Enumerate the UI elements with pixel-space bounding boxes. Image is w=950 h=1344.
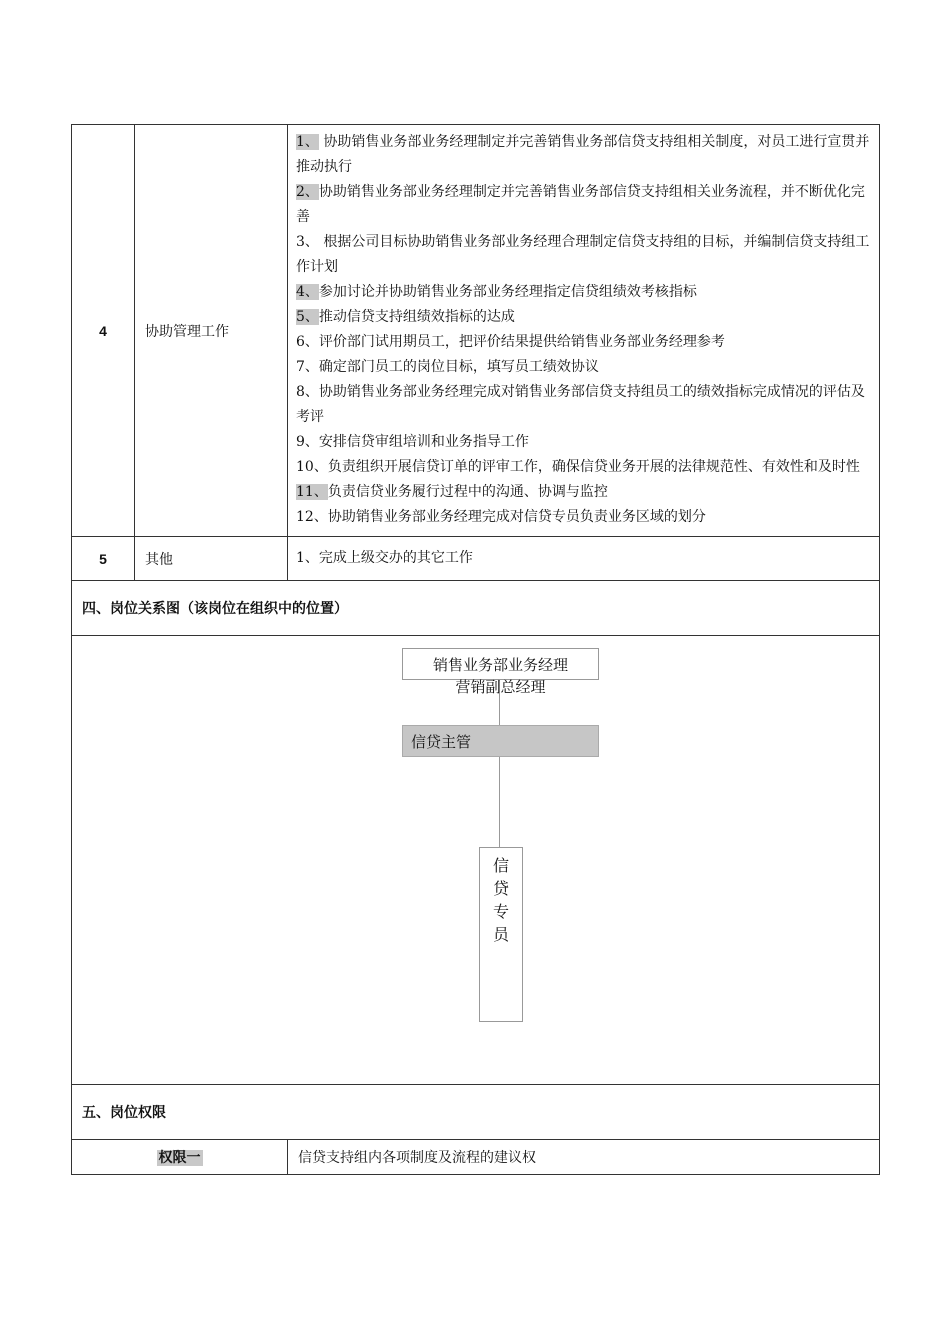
duty-item xyxy=(296,480,871,505)
vertical-char: 员 xyxy=(492,925,509,944)
duty-item xyxy=(296,330,871,355)
connector-line-bottom xyxy=(499,756,500,847)
org-box-specialist xyxy=(479,847,523,1022)
duty-item xyxy=(296,130,871,180)
duty-marker: 2、 xyxy=(296,184,319,200)
duty-item xyxy=(296,505,871,530)
permission-label: 权限一 xyxy=(158,1150,201,1166)
duty-text: 安排信贷审组培训和业务指导工作 xyxy=(318,434,529,450)
duty-list xyxy=(288,537,880,581)
duty-marker: 3、 xyxy=(296,234,319,250)
duty-text: 评价部门试用期员工，把评价结果提供给销售业务部业务经理参考 xyxy=(318,334,725,350)
duty-marker: 5、 xyxy=(296,309,319,325)
duty-category: 其他 xyxy=(135,537,288,581)
org-box-supervisor-label: 信贷主管 xyxy=(411,733,472,751)
section-title-authority: 五、岗位权限 xyxy=(72,1085,880,1140)
duty-text: 完成上级交办的其它工作 xyxy=(318,549,473,566)
duties-table xyxy=(71,124,880,1175)
duty-marker: 6、 xyxy=(296,334,319,350)
org-chart xyxy=(72,636,878,1084)
duty-marker: 1、 xyxy=(296,134,319,150)
duty-text: 协助销售业务部业务经理制定并完善销售业务部信贷支持组相关制度，对员工进行宣贯并推动执行 xyxy=(296,134,870,175)
duty-item xyxy=(296,355,871,380)
vertical-char: 专 xyxy=(492,902,509,921)
duty-marker: 11、 xyxy=(296,484,328,500)
org-box-manager-label: 销售业务部业务经理 xyxy=(432,656,568,674)
org-box-specialist-label xyxy=(480,854,522,946)
org-chart-row xyxy=(72,636,880,1085)
duty-text: 根据公司目标协助销售业务部业务经理合理制定信贷支持组的目标，并编制信贷支持组工作计划 xyxy=(296,234,870,275)
section-title-relationship: 四、岗位关系图（该岗位在组织中的位置） xyxy=(72,581,880,636)
duty-marker: 12、 xyxy=(296,509,328,525)
section5-header-row xyxy=(72,1085,880,1140)
duty-text: 确定部门员工的岗位目标，填写员工绩效协议 xyxy=(318,359,599,375)
duty-marker: 10、 xyxy=(296,459,328,475)
section4-header-row xyxy=(72,581,880,636)
row-number: 5 xyxy=(72,537,135,581)
duty-marker: 1、 xyxy=(296,549,319,566)
duty-item xyxy=(296,280,871,305)
duty-marker: 4、 xyxy=(296,284,319,300)
duty-marker: 7、 xyxy=(296,359,319,375)
duty-item xyxy=(296,455,871,480)
duty-row-5 xyxy=(72,537,880,581)
duty-item xyxy=(296,430,871,455)
duty-marker: 8、 xyxy=(296,384,319,400)
duty-text: 协助销售业务部业务经理完成对销售业务部信贷支持组员工的绩效指标完成情况的评估及考评 xyxy=(296,384,865,425)
row-number: 4 xyxy=(72,125,135,537)
duty-text: 负责信贷业务履行过程中的沟通、协调与监控 xyxy=(327,484,608,500)
duty-text: 推动信贷支持组绩效指标的达成 xyxy=(318,309,515,325)
org-chart-cell xyxy=(72,636,880,1085)
duty-category: 协助管理工作 xyxy=(135,125,288,537)
duty-item xyxy=(296,305,871,330)
duty-item xyxy=(296,546,871,571)
duty-marker: 9、 xyxy=(296,434,319,450)
permission-label-cell xyxy=(72,1140,288,1175)
permission-row xyxy=(72,1140,880,1175)
duty-text: 协助销售业务部业务经理制定并完善销售业务部信贷支持组相关业务流程，并不断优化完善 xyxy=(296,184,865,225)
vertical-char: 信 xyxy=(492,856,509,875)
duty-item xyxy=(296,230,871,280)
duty-text: 参加讨论并协助销售业务部业务经理指定信贷组绩效考核指标 xyxy=(318,284,697,300)
document-page xyxy=(71,124,879,1175)
org-box-manager-sublabel: 营销副总经理 xyxy=(455,678,546,696)
vertical-char: 贷 xyxy=(492,879,509,898)
duty-list xyxy=(288,125,880,537)
duty-item xyxy=(296,180,871,230)
duty-item xyxy=(296,380,871,430)
duty-text: 负责组织开展信贷订单的评审工作，确保信贷业务开展的法律规范性、有效性和及时性 xyxy=(327,459,860,475)
org-box-supervisor xyxy=(402,725,599,757)
duty-text: 协助销售业务部业务经理完成对信贷专员负责业务区域的划分 xyxy=(327,509,706,525)
duty-row-4 xyxy=(72,125,880,537)
permission-value: 信贷支持组内各项制度及流程的建议权 xyxy=(288,1140,880,1175)
